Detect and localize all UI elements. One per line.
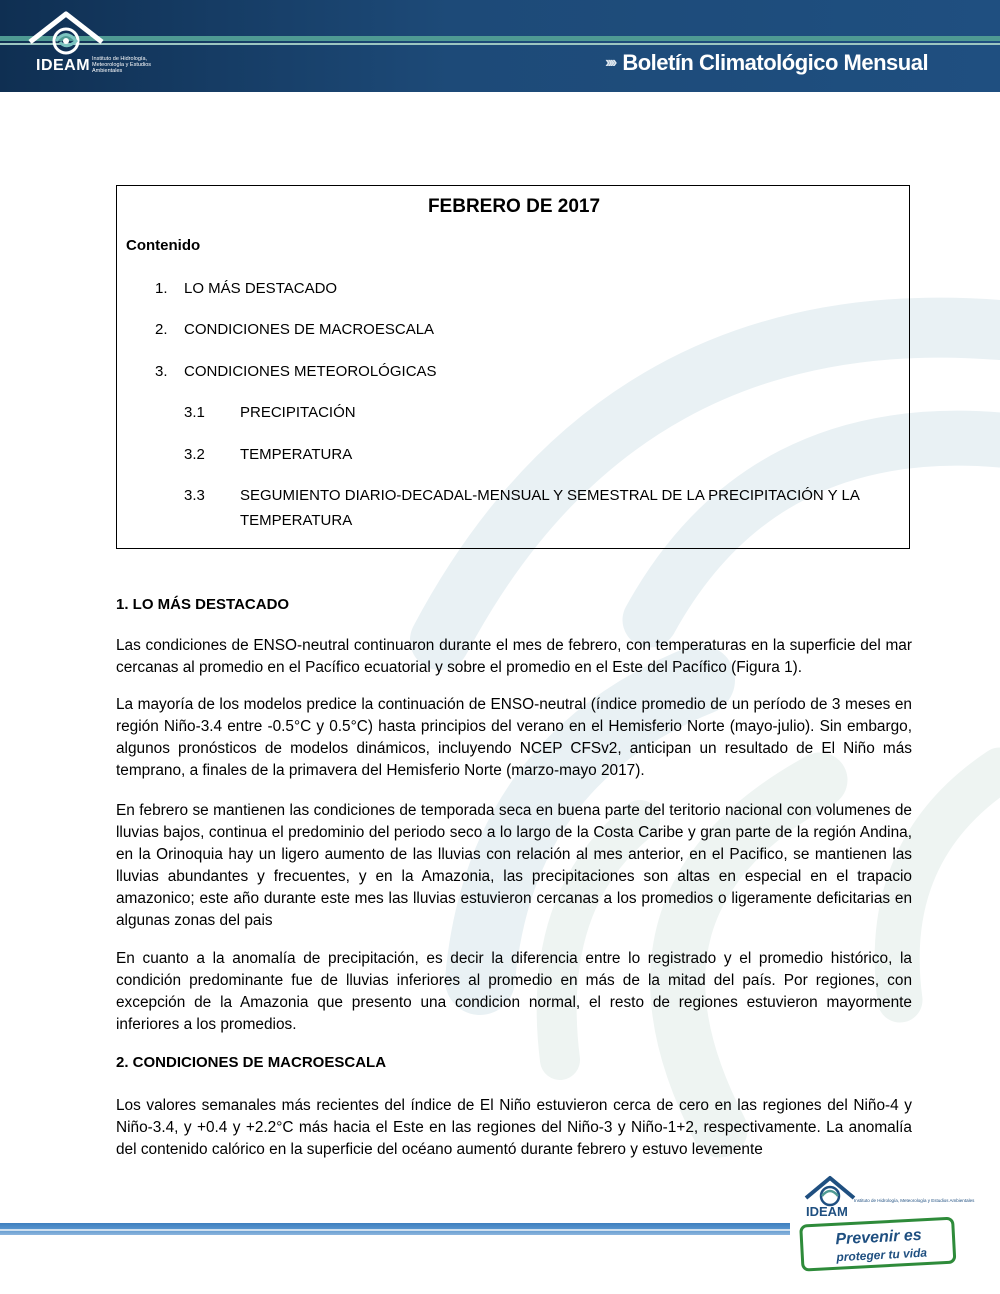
ideam-logo-text: IDEAM	[36, 57, 91, 74]
footer-logo-icon	[806, 1178, 854, 1205]
toc-subitem-number: 3.1	[184, 404, 205, 421]
footer-logo-text: IDEAM	[806, 1204, 848, 1219]
paragraph: La mayoría de los modelos predice la continuación de ENSO-neutral (índice promedio de un período de 3 meses en región Niño-3.4 entre -0.5°C y 0.5°C) hasta principios del verano en el Hemisferio Norte (mayo-julio). Sin embargo, algunos pronósticos de modelos dinámicos, incluyendo NCEP CFSv2, anticipan un resultado de El Niño más temprano, a finales de la primavera del Hemisferio Norte (marzo-mayo 2017).	[116, 696, 912, 779]
slogan-line2: proteger tu vida	[836, 1245, 928, 1265]
ideam-logo-subtitle: Instituto de Hidrología, Meteorología y Estudios Ambientales	[92, 56, 152, 74]
toc-subitem-label-continued: TEMPERATURA	[240, 512, 353, 529]
paragraph: Las condiciones de ENSO-neutral continuaron durante el mes de febrero, con temperaturas en la superficie del mar cercanas al promedio en el Pacífico ecuatorial y sobre el promedio en el Este del Pacífico (Figura 1).	[116, 637, 912, 676]
paragraph: En febrero se mantienen las condiciones de temporada seca en buena parte del teritorio nacional con volumenes de lluvias bajos, continua el predominio del periodo seco a lo largo de la Costa Caribe y gran parte de la región Andina, en la Orinoquia hay un ligero aumento de las lluvias con relación al mes anterior, en el Pacifico, se mantienen las lluvias abundantes y frecuentes, y en la Amazonia, las precipitaciones son altas en especial en el trapacio amazonico; este año durante este mes las lluvias estuvieron cercanas a los promedios o ligeramente deficitarias en algunas zonas del pais	[116, 802, 912, 929]
footer-logo-subtitle: Instituto de Hidrología, Meteorología y Estudios Ambientales	[854, 1198, 975, 1203]
toc-contenido-label: Contenido	[126, 237, 201, 254]
toc-item-number: 1.	[155, 280, 168, 297]
paragraph: Los valores semanales más recientes del índice de El Niño estuvieron cerca de cero en las regiones del Niño-4 y Niño-3.4, y +0.4 y +2.2°C más hacia el Este en las regiones del Niño-3 y Niño-1+2, respectivamente. La anomalía del contenido calórico en la superficie del océano aumentó durante febrero y estuvo levemente	[116, 1097, 912, 1158]
toc-subitem-label: PRECIPITACIÓN	[240, 404, 356, 421]
toc-item-label: CONDICIONES DE MACROESCALA	[184, 321, 435, 338]
toc-title: FEBRERO DE 2017	[427, 196, 601, 217]
toc-subitem-label: TEMPERATURA	[240, 446, 353, 463]
slogan-line1: Prevenir es	[835, 1226, 923, 1249]
toc-item-number: 2.	[155, 321, 168, 338]
toc-box	[116, 185, 910, 549]
toc-item-label: CONDICIONES METEOROLÓGICAS	[184, 363, 437, 380]
arrows-icon: ››››	[605, 54, 615, 71]
section-heading: 1. LO MÁS DESTACADO	[116, 596, 290, 613]
bulletin-title-text: Boletín Climatológico Mensual	[622, 50, 929, 75]
toc-subitem-number: 3.3	[184, 487, 205, 504]
toc-subitem-label: SEGUMIENTO DIARIO-DECADAL-MENSUAL Y SEMESTRAL DE LA PRECIPITACIÓN Y LA	[240, 487, 860, 504]
toc-item-number: 3.	[155, 363, 168, 380]
bulletin-title	[605, 48, 928, 78]
paragraph: En cuanto a la anomalía de precipitación, es decir la diferencia entre lo registrado y el promedio histórico, la condición predominante fue de lluvias inferiores al promedio en más de la mitad del país. Por regiones, con excepción de la Amazonia que presento una condicion normal, el resto de regiones estuvieron mayormente inferiores a los promedios.	[116, 950, 912, 1033]
footer-ideam-logo	[800, 1170, 975, 1280]
footer-bar-highlight	[0, 1229, 790, 1231]
toc-item-label: LO MÁS DESTACADO	[184, 280, 338, 297]
page-header	[0, 0, 1000, 92]
section-heading: 2. CONDICIONES DE MACROESCALA	[116, 1054, 387, 1071]
toc-subitem-number: 3.2	[184, 446, 205, 463]
